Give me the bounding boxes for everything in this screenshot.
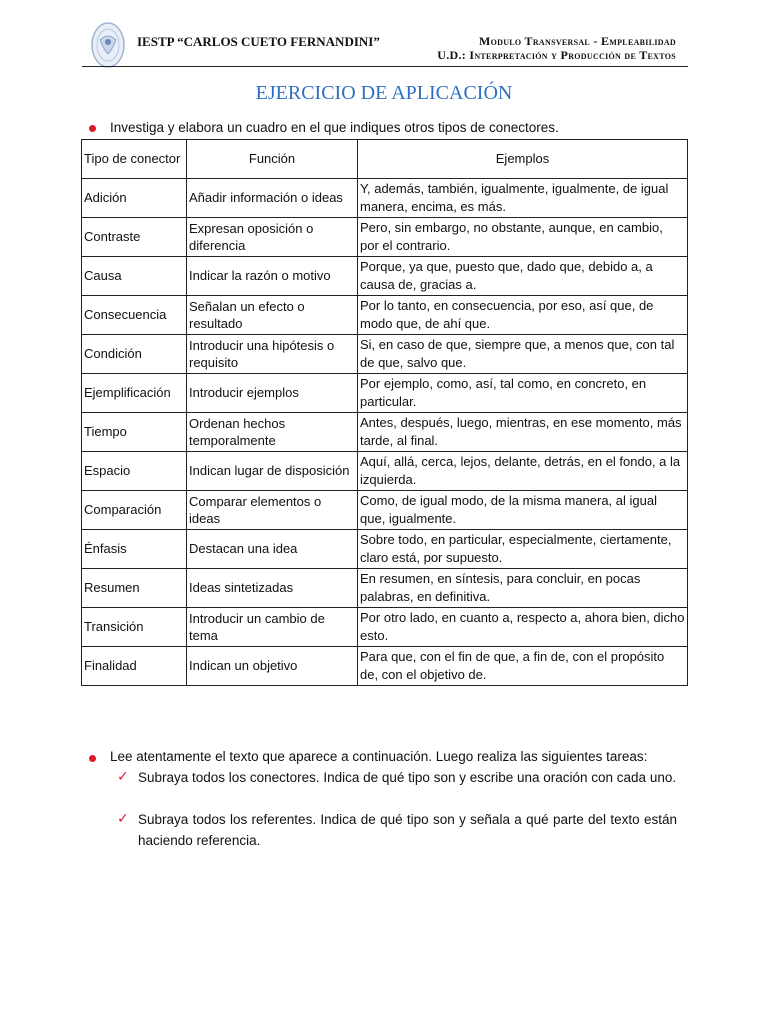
connector-examples-cell: Sobre todo, en particular, especialmente, ciertamente, claro está, por supuesto. (358, 530, 688, 569)
connector-function-cell: Introducir ejemplos (187, 374, 358, 413)
connector-type-cell: Contraste (82, 218, 187, 257)
checkmark-icon: ✓ (117, 769, 129, 785)
table-row (82, 296, 688, 335)
institution-name: IESTP “CARLOS CUETO FERNANDINI” (137, 34, 380, 49)
connector-examples-cell: Pero, sin embargo, no obstante, aunque, en cambio, por el contrario. (358, 218, 688, 257)
connector-type-cell: Ejemplificación (82, 374, 187, 413)
table-row (82, 257, 688, 296)
task-text: Subraya todos los conectores. Indica de qué tipo son y escribe una oración con cada uno. (138, 770, 677, 785)
table-row (82, 335, 688, 374)
connector-examples-cell: Por otro lado, en cuanto a, respecto a, ahora bien, dicho esto. (358, 608, 688, 647)
task-item-1 (117, 767, 677, 788)
header-funcion: Función (187, 140, 358, 179)
connector-type-cell: Adición (82, 179, 187, 218)
connector-function-cell: Introducir un cambio de tema (187, 608, 358, 647)
connector-function-cell: Destacan una idea (187, 530, 358, 569)
connector-examples-cell: Como, de igual modo, de la misma manera, al igual que, igualmente. (358, 491, 688, 530)
connector-function-cell: Comparar elementos o ideas (187, 491, 358, 530)
page-title: EJERCICIO DE APLICACIÓN (255, 82, 513, 104)
connector-function-cell: Ordenan hechos temporalmente (187, 413, 358, 452)
module-line: Modulo Transversal - Empleabilidad (478, 34, 676, 48)
connector-examples-cell: Si, en caso de que, siempre que, a menos que, con tal de que, salvo que. (358, 335, 688, 374)
table-row (82, 452, 688, 491)
bullet-icon (89, 755, 96, 762)
table-row (82, 647, 688, 686)
header-divider (82, 66, 688, 67)
connector-function-cell: Ideas sintetizadas (187, 569, 358, 608)
instruction-1: Investiga y elabora un cuadro en el que indiques otros tipos de conectores. (110, 120, 559, 135)
table-row (82, 179, 688, 218)
connector-function-cell: Indican un objetivo (187, 647, 358, 686)
table-row (82, 218, 688, 257)
table-row (82, 374, 688, 413)
connector-examples-cell: Por ejemplo, como, así, tal como, en concreto, en particular. (358, 374, 688, 413)
connector-examples-cell: Por lo tanto, en consecuencia, por eso, así que, de modo que, de ahí que. (358, 296, 688, 335)
connector-examples-cell: Porque, ya que, puesto que, dado que, debido a, a causa de, gracias a. (358, 257, 688, 296)
connector-type-cell: Espacio (82, 452, 187, 491)
task-item-2 (117, 809, 677, 851)
table-header-row (82, 140, 688, 179)
unit-line: U.D.: Interpretación y Producción de Textos (437, 48, 676, 62)
connector-type-cell: Finalidad (82, 647, 187, 686)
connector-function-cell: Expresan oposición o diferencia (187, 218, 358, 257)
bullet-icon (89, 125, 96, 132)
connector-function-cell: Señalan un efecto o resultado (187, 296, 358, 335)
header-course-info (437, 34, 676, 62)
connector-function-cell: Indicar la razón o motivo (187, 257, 358, 296)
table-row (82, 413, 688, 452)
header-ejemplos: Ejemplos (358, 140, 688, 179)
connector-type-cell: Comparación (82, 491, 187, 530)
connector-function-cell: Introducir una hipótesis o requisito (187, 335, 358, 374)
connector-function-cell: Indican lugar de disposición (187, 452, 358, 491)
connector-type-cell: Tiempo (82, 413, 187, 452)
connector-type-cell: Consecuencia (82, 296, 187, 335)
table-row (82, 608, 688, 647)
connectors-table (81, 139, 688, 686)
connector-type-cell: Énfasis (82, 530, 187, 569)
header-tipo: Tipo de conector (82, 140, 187, 179)
checkmark-icon: ✓ (117, 811, 129, 827)
connector-type-cell: Transición (82, 608, 187, 647)
connector-type-cell: Causa (82, 257, 187, 296)
connector-function-cell: Añadir información o ideas (187, 179, 358, 218)
table-row (82, 491, 688, 530)
table-row (82, 569, 688, 608)
connector-examples-cell: En resumen, en síntesis, para concluir, en pocas palabras, en definitiva. (358, 569, 688, 608)
connector-type-cell: Condición (82, 335, 187, 374)
task-text: Subraya todos los referentes. Indica de qué tipo son y señala a qué parte del texto están haciendo referencia. (138, 812, 677, 848)
connector-type-cell: Resumen (82, 569, 187, 608)
connector-examples-cell: Aquí, allá, cerca, lejos, delante, detrás, en el fondo, a la izquierda. (358, 452, 688, 491)
connector-examples-cell: Para que, con el fin de que, a fin de, con el propósito de, con el objetivo de. (358, 647, 688, 686)
connector-examples-cell: Y, además, también, igualmente, igualmente, de igual manera, encima, es más. (358, 179, 688, 218)
instruction-2: Lee atentamente el texto que aparece a continuación. Luego realiza las siguientes tareas: (110, 749, 648, 764)
table-row (82, 530, 688, 569)
institution-logo (90, 20, 126, 70)
connector-examples-cell: Antes, después, luego, mientras, en ese momento, más tarde, al final. (358, 413, 688, 452)
